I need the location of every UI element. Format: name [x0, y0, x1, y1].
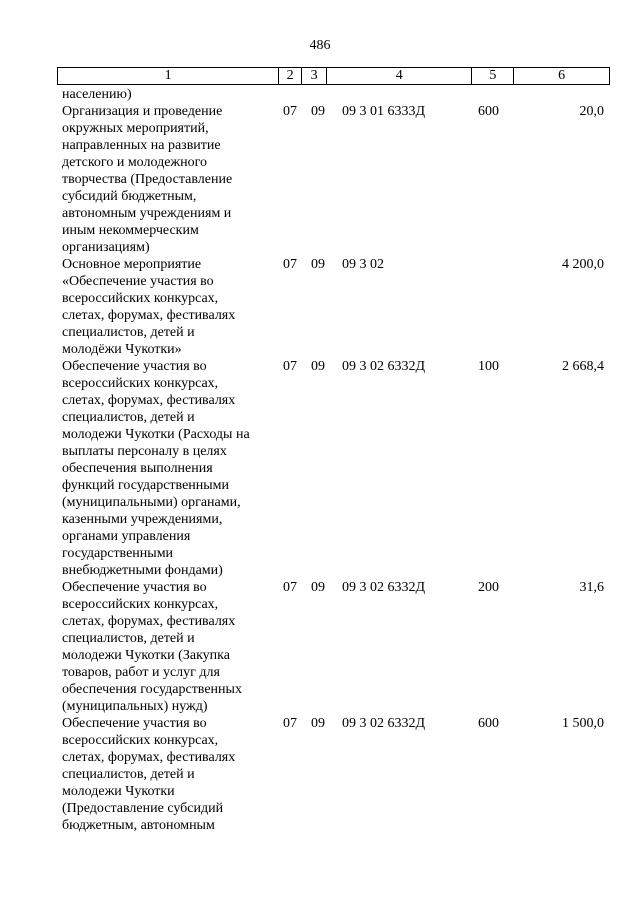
- amount: 1 500,0: [562, 716, 604, 731]
- amount: 20,0: [579, 104, 604, 119]
- target-article-code: 09 3 01 6333Д: [342, 104, 426, 119]
- subsection-code: 09: [311, 716, 325, 731]
- table-row: [62, 715, 610, 834]
- section-code: 07: [283, 104, 297, 119]
- expense-type-code: 200: [478, 580, 499, 595]
- target-article-code: 09 3 02 6332Д: [342, 359, 426, 374]
- section-code: 07: [283, 580, 297, 595]
- header-col-4: 4: [327, 68, 472, 84]
- expense-type-code: 100: [478, 359, 499, 374]
- header-col-5: 5: [472, 68, 514, 84]
- target-article-code: 09 3 02 6332Д: [342, 716, 426, 731]
- section-code: 07: [283, 359, 297, 374]
- target-article-code: 09 3 02 6332Д: [342, 580, 426, 595]
- amount: 4 200,0: [562, 257, 604, 272]
- table-row: [62, 103, 610, 256]
- header-col-2: 2: [279, 68, 302, 84]
- row-description: населению): [62, 87, 132, 102]
- amount: 31,6: [579, 580, 604, 595]
- page-number: 486: [309, 38, 331, 53]
- table-row: [62, 256, 610, 358]
- row-description: Организация и проведение окружных мероприятий, направленных на развитие детского и молодежного творчества (Предоставление субсидий бюджетным, автономным учреждениям и иным некоммерческим организациям): [62, 104, 233, 255]
- row-description: Основное мероприятие «Обеспечение участия во всероссийских конкурсах, слетах, форумах, фестивалях специалистов, детей и молодёжи Чукотки»: [62, 257, 236, 357]
- table-row: [62, 86, 610, 103]
- table-header: [57, 67, 610, 85]
- subsection-code: 09: [311, 104, 325, 119]
- subsection-code: 09: [311, 580, 325, 595]
- row-description: Обеспечение участия во всероссийских конкурсах, слетах, форумах, фестивалях специалистов, детей и молодежи Чукотки (Предоставление субсидий бюджетным, автономным: [62, 716, 236, 833]
- section-code: 07: [283, 716, 297, 731]
- section-code: 07: [283, 257, 297, 272]
- amount: 2 668,4: [562, 359, 604, 374]
- table-row: [62, 358, 610, 579]
- row-description: Обеспечение участия во всероссийских конкурсах, слетах, форумах, фестивалях специалистов, детей и молодежи Чукотки (Закупка товаров, работ и услуг для обеспечения государственных (муниципальных) нужд): [62, 580, 242, 714]
- expense-type-code: 600: [478, 104, 499, 119]
- header-col-6: 6: [558, 68, 566, 83]
- table-row: [62, 579, 610, 715]
- table-body: [62, 86, 610, 834]
- subsection-code: 09: [311, 359, 325, 374]
- expense-type-code: 600: [478, 716, 499, 731]
- header-col-3: 3: [302, 68, 327, 84]
- header-col-1: 1: [58, 68, 279, 84]
- subsection-code: 09: [311, 257, 325, 272]
- row-description: Обеспечение участия во всероссийских конкурсах, слетах, форумах, фестивалях специалистов, детей и молодежи Чукотки (Расходы на выплаты персоналу в целях обеспечения выполнения функций государственными (муниципальными) органами, казенными учреждениями, органами управления государственными внебюджетными фондами): [62, 359, 250, 578]
- target-article-code: 09 3 02: [342, 257, 384, 272]
